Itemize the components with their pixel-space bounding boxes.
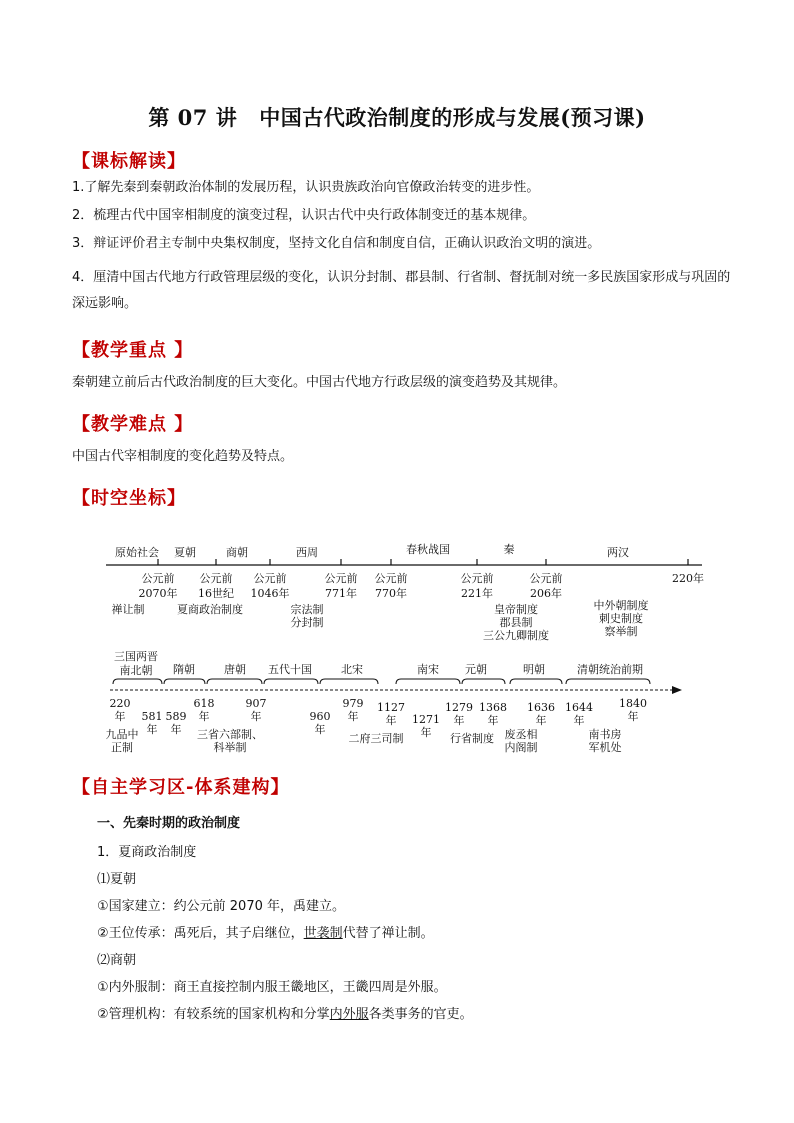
timeline1-date: 公元前 bbox=[199, 572, 233, 585]
timeline2-year: 年 bbox=[420, 726, 432, 739]
timeline2-era: 明朝 bbox=[523, 663, 545, 676]
timeline2-system: 科举制 bbox=[213, 741, 247, 754]
timeline1-system: 宗法制 bbox=[290, 603, 324, 616]
timeline2-year: 1368 bbox=[479, 701, 507, 714]
outline-shang-2-pre: ②管理机构：有较系统的国家机构和分掌 bbox=[97, 1007, 330, 1022]
timeline2-bracket bbox=[462, 679, 505, 684]
timeline1-era: 原始社会 bbox=[115, 546, 159, 559]
timeline2-system: 内阁制 bbox=[504, 741, 538, 754]
outline-xia-2-post: 代替了禅让制。 bbox=[342, 926, 434, 941]
section-focus: 【教学重点 】 bbox=[72, 340, 194, 361]
timeline2-bracket bbox=[264, 679, 318, 684]
timeline2-system: 九品中 bbox=[105, 728, 139, 741]
outline-xia-2 bbox=[97, 922, 434, 941]
timeline1-systems bbox=[112, 598, 649, 642]
timeline1-system: 分封制 bbox=[290, 616, 324, 629]
timeline2-system: 正制 bbox=[111, 741, 133, 754]
lecture-name: 中国古代政治制度的形成与发展(预习课) bbox=[259, 105, 646, 130]
outline-shang-2-underlined: 内外服 bbox=[329, 1007, 369, 1022]
timeline2-system: 军机处 bbox=[588, 741, 622, 754]
outline-xia-2-pre: ②王位传承：禹死后，其子启继位， bbox=[97, 926, 304, 941]
timeline1-date: 771年 bbox=[325, 587, 357, 600]
timeline1-system: 郡县制 bbox=[499, 616, 533, 629]
timeline1-system: 皇帝制度 bbox=[494, 603, 538, 616]
timeline1-date: 公元前 bbox=[324, 572, 358, 585]
lecture-number: 第 07 讲 bbox=[148, 105, 238, 130]
timeline2-year: 220 bbox=[109, 697, 131, 710]
timeline2-year: 589 bbox=[165, 710, 187, 723]
timeline2-era: 北宋 bbox=[341, 663, 363, 676]
section-standards: 【课标解读】 bbox=[72, 151, 186, 172]
section-timeline: 【时空坐标】 bbox=[72, 488, 186, 509]
timeline1-date: 公元前 bbox=[529, 572, 563, 585]
timeline1-ticks bbox=[158, 559, 688, 565]
timeline2-year: 960 bbox=[309, 710, 331, 723]
timeline1-system: 察举制 bbox=[604, 625, 638, 638]
timeline1-era: 夏朝 bbox=[174, 546, 196, 559]
timeline2-year: 年 bbox=[314, 723, 326, 736]
timeline2-system: 行省制度 bbox=[450, 732, 494, 745]
timeline1-date: 221年 bbox=[461, 587, 493, 600]
timeline2-year: 979 bbox=[342, 697, 364, 710]
timeline2-year: 年 bbox=[198, 710, 210, 723]
section-self-study: 【自主学习区-体系建构】 bbox=[72, 777, 290, 798]
timeline1-system: 三公九卿制度 bbox=[483, 629, 549, 642]
timeline2-year: 年 bbox=[114, 710, 126, 723]
timeline2-brackets bbox=[113, 679, 650, 684]
timeline2-year: 年 bbox=[250, 710, 262, 723]
timeline1-date: 公元前 bbox=[374, 572, 408, 585]
timeline1-date: 220年 bbox=[672, 572, 704, 585]
timeline1-era: 两汉 bbox=[607, 546, 629, 559]
timeline2-bracket bbox=[566, 679, 650, 684]
timeline2-year: 618 bbox=[193, 697, 215, 710]
timeline2-bracket bbox=[113, 679, 162, 684]
difficulty-text: 中国古代宰相制度的变化趋势及特点。 bbox=[72, 449, 294, 464]
timeline2-year: 907 bbox=[245, 697, 267, 710]
timeline2-era: 南北朝 bbox=[119, 664, 153, 677]
timeline1-era: 西周 bbox=[296, 546, 318, 559]
timeline1-system: 中外朝制度 bbox=[593, 599, 649, 612]
timeline1-eras bbox=[115, 542, 629, 559]
timeline2-year: 1636 bbox=[527, 701, 555, 714]
timeline1-date: 770年 bbox=[375, 587, 407, 600]
standards-item-2: 2．梳理古代中国宰相制度的演变过程，认识古代中央行政体制变迁的基本规律。 bbox=[72, 208, 536, 223]
timeline2-year: 年 bbox=[487, 714, 499, 727]
timeline1-system: 禅让制 bbox=[111, 603, 145, 616]
timeline1-era: 秦 bbox=[503, 543, 515, 556]
timeline2-era: 南宋 bbox=[417, 663, 439, 676]
outline-shang-2 bbox=[97, 1003, 473, 1022]
timeline1-date: 1046年 bbox=[250, 587, 290, 600]
standards-item-3: 3．辩证评价君主专制中央集权制度，坚持文化自信和制度自信，正确认识政治文明的演进。 bbox=[72, 236, 601, 251]
timeline2-year: 年 bbox=[170, 723, 182, 736]
timeline2-bracket bbox=[164, 679, 205, 684]
timeline2-system: 废丞相 bbox=[504, 728, 538, 741]
timeline2-arrow-icon bbox=[672, 686, 682, 694]
timeline1-system: 夏商政治制度 bbox=[177, 603, 243, 616]
timeline2-systems bbox=[106, 727, 622, 754]
outline-xia: ⑴夏朝 bbox=[97, 872, 137, 887]
timeline2-year: 年 bbox=[627, 710, 639, 723]
timeline2-year: 581 bbox=[141, 710, 163, 723]
timeline1-system: 刺史制度 bbox=[599, 612, 643, 625]
timeline2-year: 1840 bbox=[619, 697, 647, 710]
timeline1-date: 公元前 bbox=[253, 572, 287, 585]
outline-xia-2-underlined: 世袭制 bbox=[303, 926, 343, 941]
outline-shang: ⑵商朝 bbox=[97, 953, 137, 968]
timeline1-era: 春秋战国 bbox=[406, 543, 450, 556]
timeline1-date: 公元前 bbox=[460, 572, 494, 585]
timeline2-bracket bbox=[510, 679, 562, 684]
timeline2-system: 二府三司制 bbox=[348, 732, 404, 745]
outline-heading-1: 一、先秦时期的政治制度 bbox=[97, 816, 241, 831]
outline-heading-2: 1．夏商政治制度 bbox=[97, 845, 197, 860]
timeline2-bracket bbox=[207, 679, 262, 684]
timeline1-era: 商朝 bbox=[226, 546, 248, 559]
timeline1-date: 16世纪 bbox=[198, 587, 234, 600]
timeline2-era: 隋朝 bbox=[173, 663, 195, 676]
timeline2-year: 年 bbox=[347, 710, 359, 723]
timeline2-year: 1279 bbox=[445, 701, 473, 714]
timeline2-year: 年 bbox=[535, 714, 547, 727]
timeline1-dates bbox=[139, 571, 705, 600]
timeline1-date: 公元前 bbox=[141, 572, 175, 585]
outline-xia-1: ①国家建立：约公元前 2070 年，禹建立。 bbox=[97, 899, 346, 914]
timeline2-era: 唐朝 bbox=[224, 663, 246, 676]
timeline2-year: 1271 bbox=[412, 713, 440, 726]
timeline2-year: 年 bbox=[146, 723, 158, 736]
timeline1-date: 206年 bbox=[530, 587, 562, 600]
timeline2-eras bbox=[114, 650, 643, 677]
timeline2-year: 1644 bbox=[565, 701, 593, 714]
timeline2-year: 1127 bbox=[377, 701, 405, 714]
standards-item-1: 1.了解先秦到秦朝政治体制的发展历程，认识贵族政治向官僚政治转变的进步性。 bbox=[72, 180, 540, 195]
timeline2-bracket bbox=[320, 679, 378, 684]
timeline2-era: 三国两晋 bbox=[114, 650, 158, 663]
outline-shang-1: ①内外服制：商王直接控制内服王畿地区，王畿四周是外服。 bbox=[97, 980, 447, 995]
timeline2-year: 年 bbox=[573, 714, 585, 727]
timeline2-system: 三省六部制、 bbox=[197, 728, 263, 741]
timeline2-era: 元朝 bbox=[465, 663, 487, 676]
timeline2-era: 五代十国 bbox=[268, 663, 312, 676]
timeline2-system: 南书房 bbox=[588, 728, 622, 741]
focus-text: 秦朝建立前后古代政治制度的巨大变化。中国古代地方行政层级的演变趋势及其规律。 bbox=[72, 375, 567, 390]
outline-shang-2-post: 各类事务的官吏。 bbox=[368, 1007, 473, 1022]
timeline2-era: 清朝统治前期 bbox=[577, 663, 643, 676]
standards-item-4: 4．厘清中国古代地方行政管理层级的变化，认识分封制、郡县制、行省制、督抚制对统一多民族国家形成与巩固的深远影响。 bbox=[72, 270, 731, 311]
timeline2-year: 年 bbox=[453, 714, 465, 727]
section-difficulty: 【教学难点 】 bbox=[72, 414, 194, 435]
timeline2-bracket bbox=[396, 679, 460, 684]
timeline2-year: 年 bbox=[385, 714, 397, 727]
timeline1-date: 2070年 bbox=[138, 587, 178, 600]
